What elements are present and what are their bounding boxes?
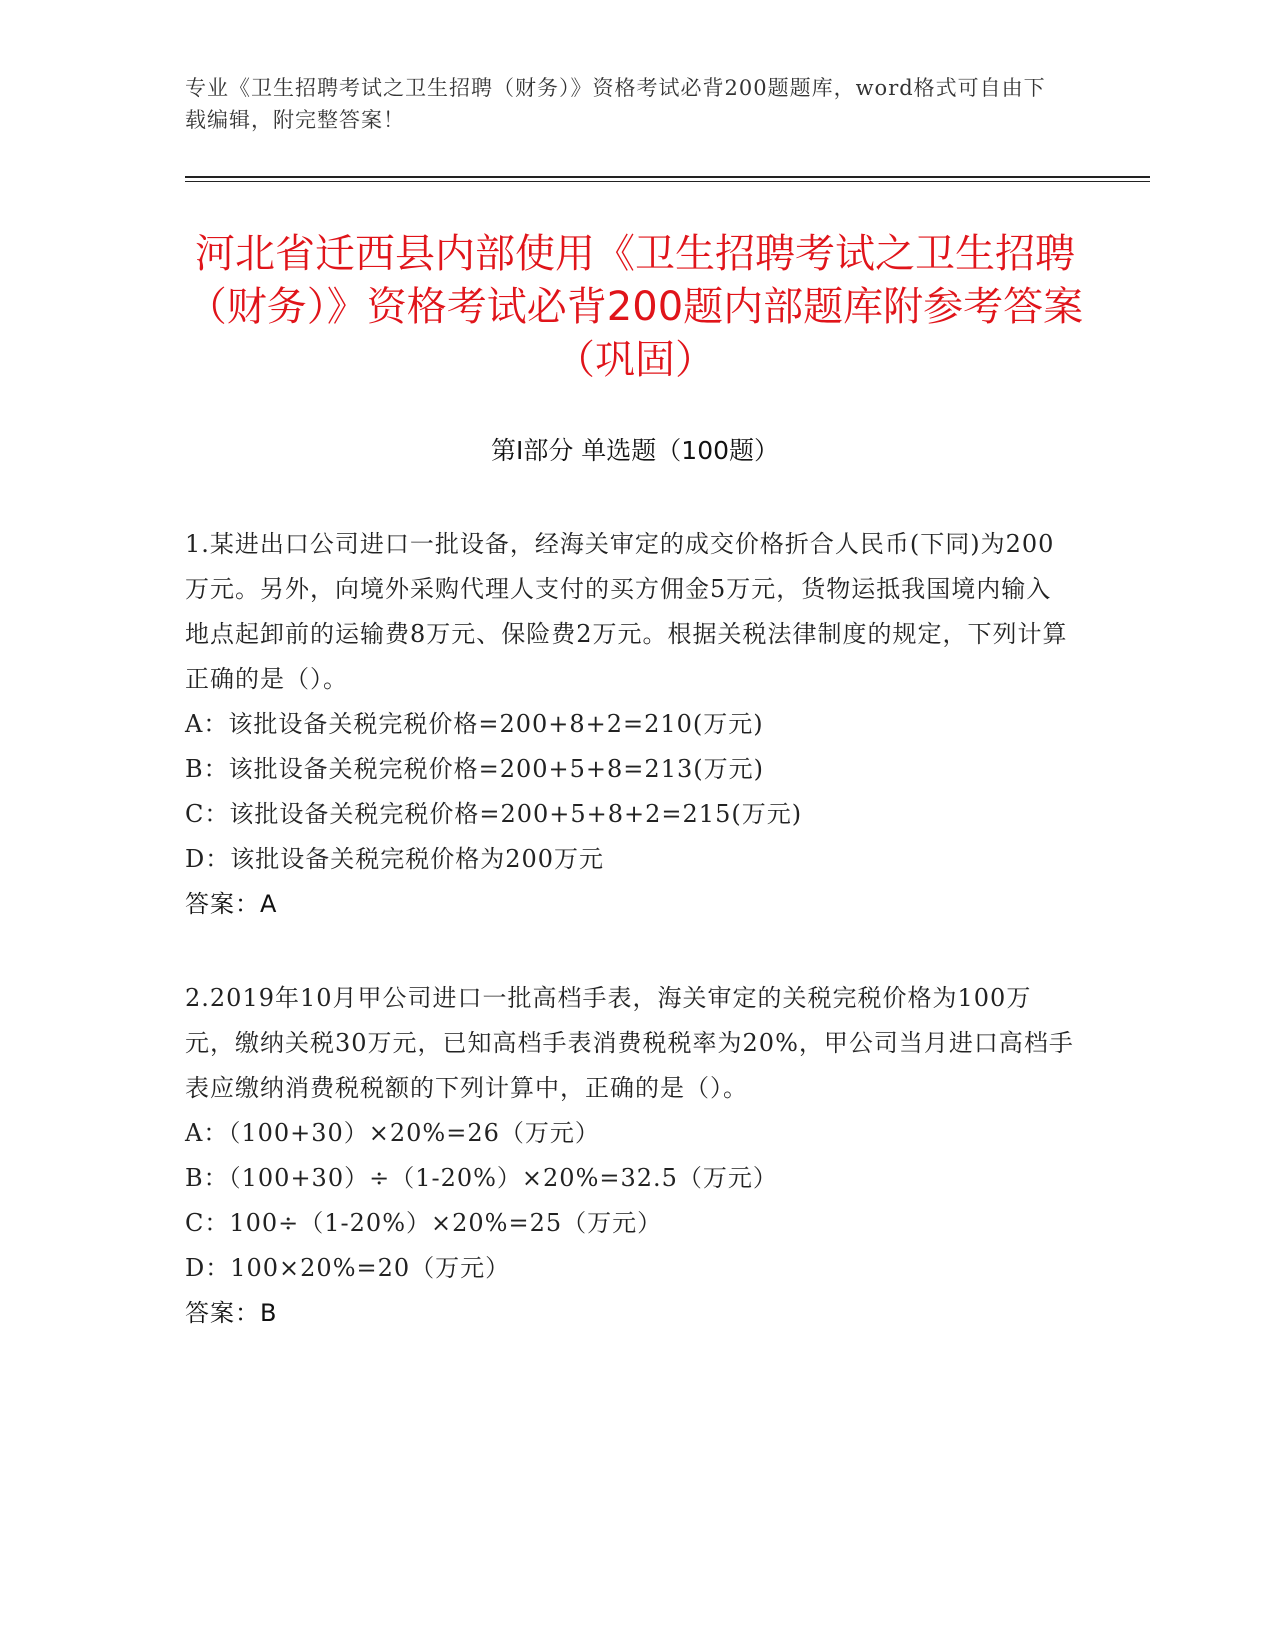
option-c: C：该批设备关税完税价格=200+5+8+2=215(万元) — [185, 800, 803, 828]
answer: 答案：A — [185, 890, 278, 918]
question-2 — [185, 976, 1075, 1336]
question-1 — [185, 522, 1075, 927]
header-divider — [185, 176, 1150, 178]
question-stem: 1.某进出口公司进口一批设备，经海关审定的成交价格折合人民币(下同)为200万元。另外，向境外采购代理人支付的买方佣金5万元，货物运抵我国境内输入地点起卸前的运输费8万元、保险费2万元。根据关税法律制度的规定，下列计算正确的是（）。 — [185, 530, 1068, 693]
option-b: B：（100+30）÷（1-20%）×20%=32.5（万元） — [185, 1164, 778, 1192]
option-a: A：该批设备关税完税价格=200+8+2=210(万元) — [185, 710, 764, 738]
document-title: 河北省迁西县内部使用《卫生招聘考试之卫生招聘（财务）》资格考试必背200题内部题库附参考答案（巩固） — [186, 231, 1084, 383]
option-d: D：100×20%=20（万元） — [185, 1254, 511, 1282]
option-b: B：该批设备关税完税价格=200+5+8=213(万元) — [185, 755, 764, 783]
answer: 答案：B — [185, 1299, 278, 1327]
section-title: 第I部分 单选题（100题） — [490, 436, 780, 465]
header-note: 专业《卫生招聘考试之卫生招聘（财务）》资格考试必背200题题库，word格式可自由下载编辑，附完整答案！ — [185, 76, 1046, 132]
option-a: A：（100+30）×20%=26（万元） — [185, 1119, 600, 1147]
header-divider-thin — [185, 181, 1150, 182]
option-d: D：该批设备关税完税价格为200万元 — [185, 845, 605, 873]
question-stem: 2.2019年10月甲公司进口一批高档手表，海关审定的关税完税价格为100万元，缴纳关税30万元，已知高档手表消费税税率为20%，甲公司当月进口高档手表应缴纳消费税税额的下列计算中，正确的是（）。 — [185, 984, 1074, 1102]
option-c: C：100÷（1-20%）×20%=25（万元） — [185, 1209, 663, 1237]
